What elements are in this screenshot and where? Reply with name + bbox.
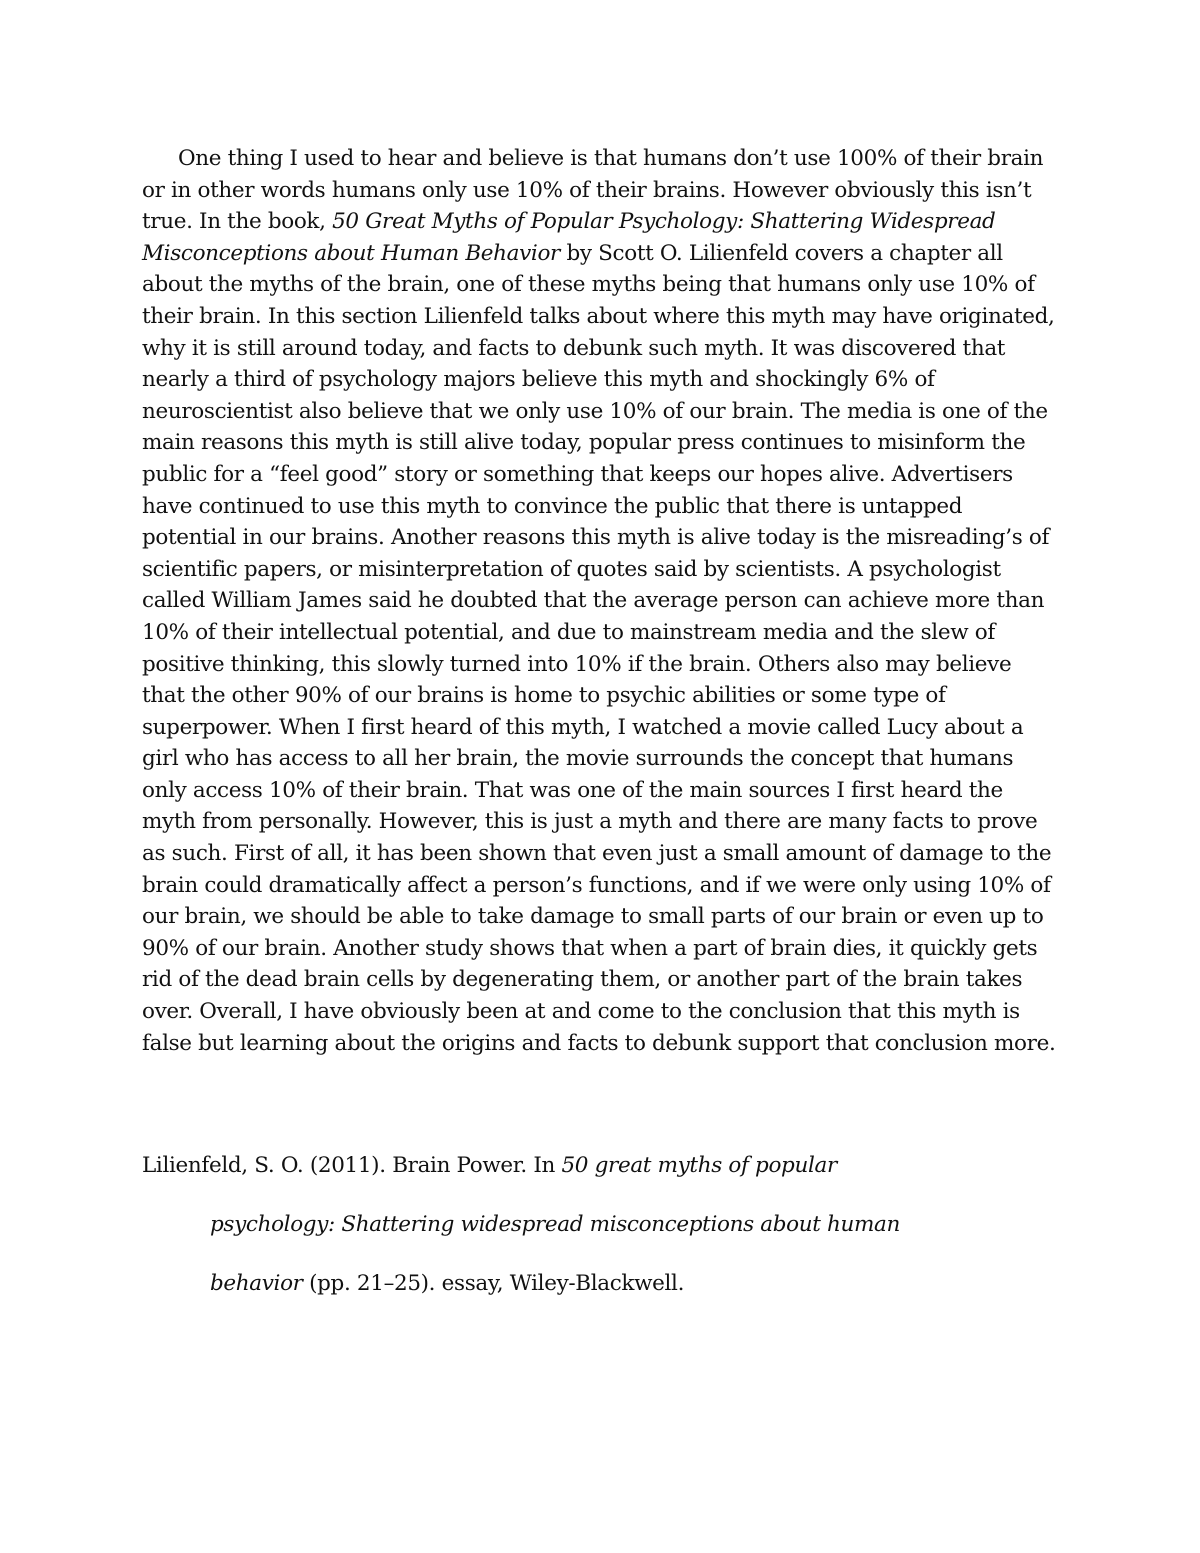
book-title: 50 Great Myths of Popular Psychology: Shattering Widespread Misconceptions about Human Behavior [142, 209, 996, 266]
reference-line-1 [142, 1150, 837, 1182]
reference-line-2 [210, 1209, 900, 1241]
reference-pages-publisher: (pp. 21–25). essay, Wiley-Blackwell. [302, 1271, 685, 1296]
reference-book-title-part-1: 50 great myths of popular [561, 1153, 837, 1178]
essay-paragraph [142, 143, 1060, 1059]
essay-body: by Scott O. Lilienfeld covers a chapter all about the myths of the brain, one of these myths being that humans only use 10% of their brain. In this section Lilienfeld talks about where this myth may have originated, why it is still around today, and facts to debunk such myth. It was discovered that nearly a third of psychology majors believe this myth and shockingly 6% of neuroscientist also believe that we only use 10% of our brain. The media is one of the main reasons this myth is still alive today, popular press continues to misinform the public for a “feel good” story or something that keeps our hopes alive. Advertisers have continued to use this myth to convince the public that there is untapped potential in our brains. Another reasons this myth is alive today is the misreading’s of scientific papers, or misinterpretation of quotes said by scientists. A psychologist called William James said he doubted that the average person can achieve more than 10% of their intellectual potential, and due to mainstream media and the slew of positive thinking, this slowly turned into 10% if the brain. Others also may believe that the other 90% of our brains is home to psychic abilities or some type of superpower. When I first heard of this myth, I watched a movie called Lucy about a girl who has access to all her brain, the movie surrounds the concept that humans only access 10% of their brain. That was one of the main sources I first heard the myth from personally. However, this is just a myth and there are many facts to prove as such. First of all, it has been shown that even just a small amount of damage to the brain could dramatically affect a person’s functions, and if we were only using 10% of our brain, we should be able to take damage to small parts of our brain or even up to 90% of our brain. Another study shows that when a part of brain dies, it quickly gets rid of the dead brain cells by degenerating them, or another part of the brain takes over. Overall, I have obviously been at and come to the conclusion that this myth is false but learning about the origins and facts to debunk support that conclusion more. [142, 240, 1056, 1056]
reference-author-year-chapter: Lilienfeld, S. O. (2011). Brain Power. In [142, 1153, 562, 1178]
essay-intro: One thing I used to hear and believe is that humans don’t use 100% of their brain or in other words humans only use 10% of their brains. However obviously this isn’t true. In the book, [142, 146, 1044, 235]
reference-book-title-part-3: behavior [210, 1271, 303, 1296]
reference-line-3 [210, 1268, 684, 1300]
reference-book-title-part-2: psychology: Shattering widespread misconceptions about human [210, 1212, 900, 1237]
